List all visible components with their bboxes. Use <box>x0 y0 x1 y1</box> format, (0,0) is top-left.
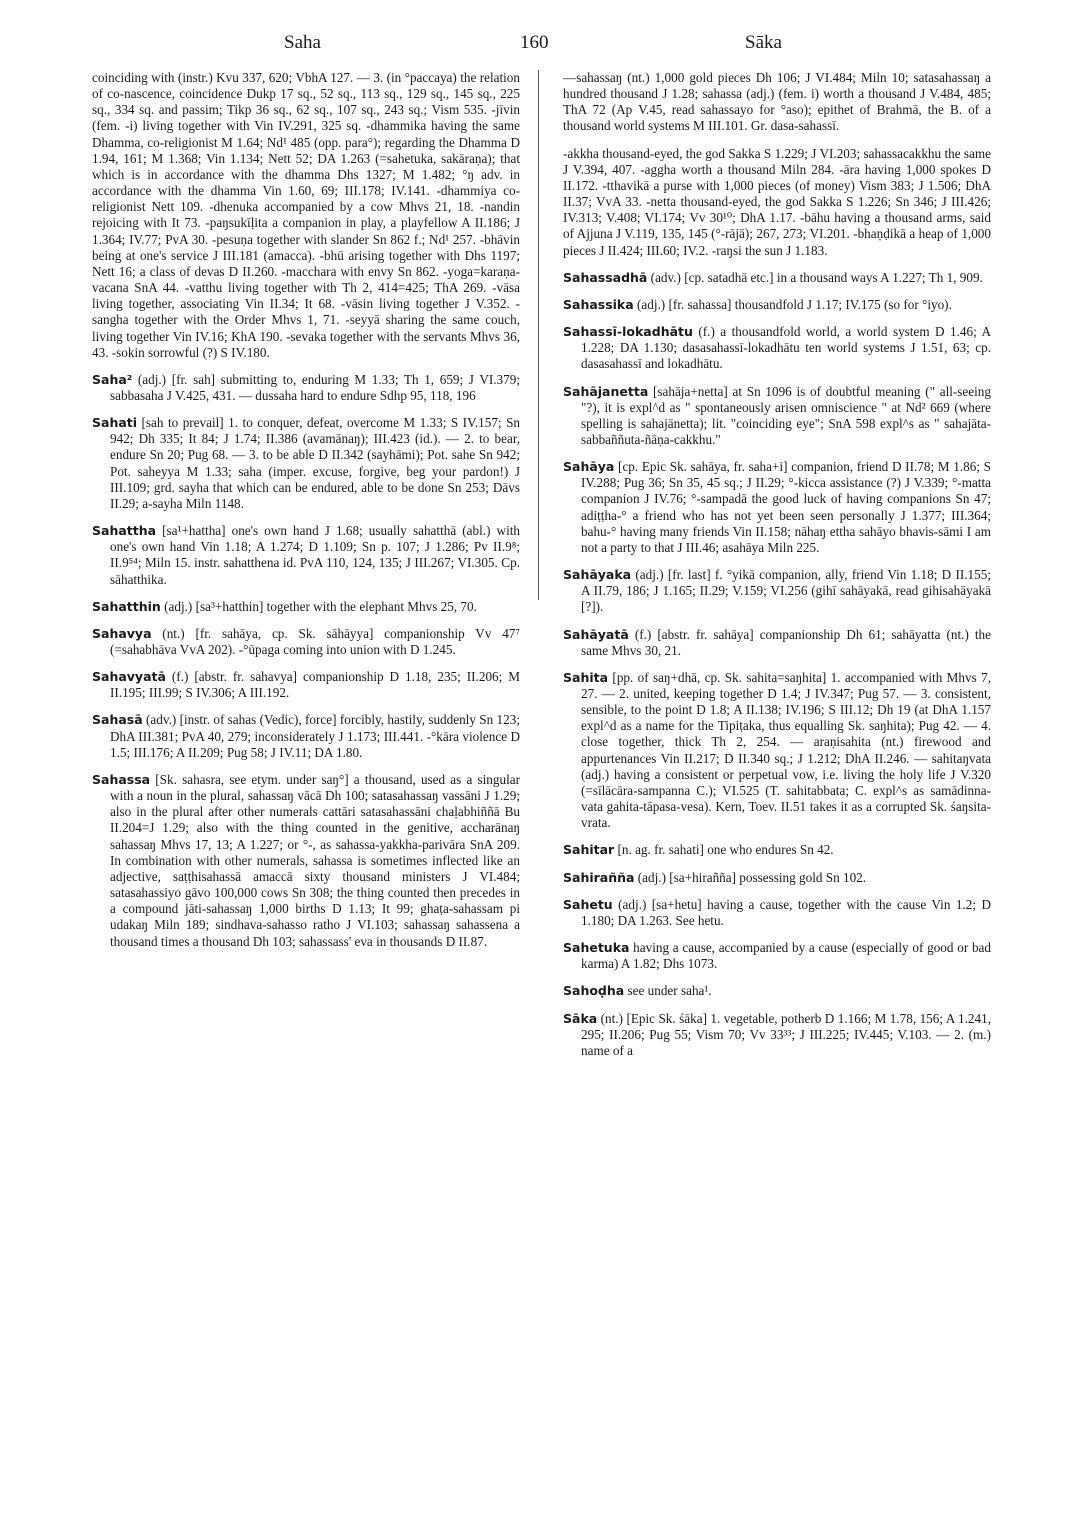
dictionary-entry: Sahāyatā (f.) [abstr. fr. sahāya] companionship Dh 61; sahāyatta (nt.) the same Mhvs 30, 21. <box>563 626 991 658</box>
headword: Sāka <box>563 1010 598 1026</box>
dictionary-entry: —sahassaŋ (nt.) 1,000 gold pieces Dh 106; J VI.484; Miln 10; satasahassaŋ a hundred thousand J 1.28; sahassa (adj.) (fem. i) worth a thousand J V.484, 485; ThA 72 (Ap V.45, read sahassayo for °aso); epithet of Brahmā, the B. of a thousand world systems M III.101. Gr. dasa-sahassī. <box>563 70 991 134</box>
headword: Sahirañña <box>563 869 635 885</box>
headword: Saha² <box>92 371 133 387</box>
page-header <box>0 26 1073 56</box>
dictionary-entry: Sahatthin (adj.) [sa³+hatthin] together with the elephant Mhvs 25, 70. <box>92 598 477 614</box>
dictionary-entry: Sahitar [n. ag. fr. sahati] one who endures Sn 42. <box>563 842 834 858</box>
headword: Sahāyatā <box>563 626 629 642</box>
dictionary-entry: Sahassadhā (adv.) [cp. satadhā etc.] in a thousand ways A 1.227; Th 1, 909. <box>563 269 983 285</box>
dictionary-entry: Sahetu (adj.) [sa+hetu] having a cause, together with the cause Vin 1.2; D 1.180; DA 1.263. See hetu. <box>563 896 991 928</box>
dictionary-entry: Sahavya (nt.) [fr. sahāya, cp. Sk. sāhāyya] companionship Vv 47⁷ (=sahabhāva VvA 202). -°ūpaga coming into union with D 1.245. <box>92 625 520 657</box>
dictionary-entry: Sahājanetta [sahāja+netta] at Sn 1096 is of doubtful meaning (" all-seeing "?), it is expl^d as " spontaneously arisen omniscience " at Nd² 669 (where spelling is sahajānetta); lit. "coinciding eye"; SnA 598 expl^s as " sahajāta-sabbaññuta-ñāṇa-cakkhu." <box>563 383 991 447</box>
headword: Sahita <box>563 669 609 685</box>
headword: Sahasā <box>92 712 143 728</box>
header-left-guideword: Saha <box>284 32 321 53</box>
right-column <box>563 70 991 1070</box>
dictionary-entry: coinciding with (instr.) Kvu 337, 620; VbhA 127. — 3. (in °paccaya) the relation of co-nascence, coincidence Dukp 17 sq., 52 sq., 113 sq., 129 sq., 145 sq., 225 sq., 334 sq. and passim; Tikp 36 sq., 62 sq., 107 sq., 243 sq.; Vism 535. -jīvin (fem. -i) living together with Vin IV.291, 325 sq. -dhammika having the same Dhamma, co-religionist M 1.64; Nd¹ 485 (opp. para°); regarding the Dhamma D 1.94, 161; M 1.368; Vin 1.134; Nett 52; DA 1.263 (=sahetuka, sakāraṇa); that which is in accordance with the dhamma Dhs 1327; M 1.482; °ŋ adv. in accordance with the dhamma Vin 1.60, 69; III.178; IV.141. -dhammiya co-religionist Nett 109. -dhenuka accompanied by a cow Mhvs 21, 18. -nandin rejoicing with It 73. -paŋsukīḷita a companion in play, a playfellow A II.186; J 1.364; IV.77; PvA 30. -pesuṇa together with slander Sn 862 f.; Nd¹ 257. -bhāvin being at one's service J III.181 (amacca). -bhū arising together with Dhs 1197; Nett 16; a class of devas D II.260. -macchara with envy Sn 862. -yoga=karaṇa-vacana SnA 44. -vatthu living together with Th 2, 414=425; ThA 269. -vāsa living together, associating Vin II.34; It 68. -vāsin living together J V.352. -sangha together with the Order Mhvs 1, 71. -seyyā sharing the same couch, living together Vin IV.16; KhA 190. -sevaka together with the servants Mhvs 36, 43. -sokin sorrowful (?) S IV.180. <box>92 70 520 360</box>
dictionary-entry: Sahāya [cp. Epic Sk. sahāya, fr. saha+i] companion, friend D II.78; M 1.86; S IV.288; Pug 36; Sn 35, 45 sq.; J II.29; °-kicca assistance (?) J V.339; °-matta companion J IV.76; °-sampadā the good luck of having companions Sn 47; adiṭṭha-° a friend who has not yet been seen personally J 1.377; III.364; bahu-° having many friends Vin II.158; nāhaŋ ettha sahāyo bhavis-sāmi I am not a party to that J III.46; asahāya Miln 225. <box>563 459 991 555</box>
headword: Sahassī-lokadhātu <box>563 324 693 340</box>
column-divider <box>538 70 539 600</box>
headword: Sahavya <box>92 625 152 641</box>
dictionary-entry: Sahassa [Sk. sahasra, see etym. under saŋ°] a thousand, used as a singular with a noun in the plural, sahassaŋ vācā Dh 100; satasahassaŋ vassāni J 1.29; also in the plural after other numerals cattāri satasahassāni chaḷabhiññā Bu II.204=J 1.29; also with the thing counted in the genitive, accharānaŋ sahassaŋ Mhvs 17, 13; A 1.227; or °-, as sahassa-yakkha-parivāra SnA 209. In combination with other numerals, sahassa is sometimes inflected like an adjective, saṭṭhisahassā amaccā sixty thousand ministers J VI.484; satasahassiyo gāvo 100,000 cows Sn 308; the thing counted then precedes in a compound jāti-sahassaŋ 1,000 births D 1.13; It 99; ghaṭa-sahassam pi udakaŋ Miln 189; sindhava-sahasso ratho J VI.103; sahassaŋ sahassena a thousand times a thousand Dh 103; sahassass' eva in thousands D II.87. <box>92 771 520 949</box>
headword: Sahati <box>92 415 138 431</box>
dictionary-entry: Sahassī-lokadhātu (f.) a thousandfold world, a world system D 1.46; A 1.228; DA 1.130; dasasahassī-lokadhātu ten world systems J 1.51, 63; cp. dasasahassī and lokadhātu. <box>563 324 991 372</box>
dictionary-entry: Sahassika (adj.) [fr. sahassa] thousandfold J 1.17; IV.175 (so for °iyo). <box>563 296 952 312</box>
headword: Sahassadhā <box>563 269 648 285</box>
dictionary-entry: Sahoḍha see under saha¹. <box>563 983 712 999</box>
dictionary-entry: Sahetuka having a cause, accompanied by a cause (especially of good or bad karma) A 1.82; Dhs 1073. <box>563 940 991 972</box>
dictionary-entry: Saha² (adj.) [fr. sah] submitting to, enduring M 1.33; Th 1, 659; J VI.379; sabbasaha J V.425, 431. — dussaha hard to endure Sdhp 95, 118, 196 <box>92 371 520 403</box>
headword: Sahattha <box>92 523 157 539</box>
page-number: 160 <box>520 32 549 53</box>
dictionary-entry: -akkha thousand-eyed, the god Sakka S 1.229; J VI.203; sahassacakkhu the same J V.394, 407. -aggha worth a thousand Miln 284. -āra having 1,000 spokes D II.172. -tthavikā a purse with 1,000 pieces (of money) Vism 383; J 1.506; DhA II.37; VvA 33. -netta thousand-eyed, the god Sakka S 1.226; Sn 346; J III.426; IV.313; V.408; VI.174; Vv 30¹⁰; DhA 1.17. -bāhu having a thousand arms, said of Ajjuna J V.119, 135, 145 (°-rājā); 267, 273; VI.201. -bhaṇḍikā a heap of 1,000 pieces J II.424; III.60; IV.2. -raŋsi the sun J 1.183. <box>563 145 991 258</box>
headword: Sahājanetta <box>563 383 649 399</box>
headword: Sahitar <box>563 842 615 858</box>
header-right-guideword: Sāka <box>745 32 782 53</box>
headword: Sahatthin <box>92 598 161 614</box>
headword: Sahassa <box>92 771 151 787</box>
headword: Sahetuka <box>563 940 630 956</box>
headword: Sahetu <box>563 896 613 912</box>
dictionary-entry: Sahirañña (adj.) [sa+hirañña] possessing gold Sn 102. <box>563 869 867 885</box>
headword: Sahoḍha <box>563 983 625 999</box>
headword: Sahāyaka <box>563 567 632 583</box>
dictionary-entry: Sahati [sah to prevail] 1. to conquer, defeat, overcome M 1.33; S IV.157; Sn 942; Dh 335; It 84; J 1.74; II.386 (avamānaŋ); III.423 (id.). — 2. to bear, endure Sn 20; Pug 68. — 3. to be able D II.342 (sayhāmi); Pot. sahe Sn 942; Pot. saheyya M 1.33; saha (imper. excuse, forgive, beg your pardon!) J III.109; grd. sayha that which can be endured, able to be done Sn 253; Dāvs II.29; a-sayha Miln 1148. <box>92 415 520 511</box>
headword: Sahāya <box>563 459 615 475</box>
headword: Sahassika <box>563 296 634 312</box>
dictionary-entry: Sahavyatā (f.) [abstr. fr. sahavya] companionship D 1.18, 235; II.206; M II.195; III.99; S IV.306; A III.192. <box>92 669 520 701</box>
dictionary-entry: Sahattha [sa¹+hattha] one's own hand J 1.68; usually sahatthā (abl.) with one's own hand Vin 1.18; A 1.274; D 1.109; Sn p. 107; J 1.286; Pv II.9⁸; II.9⁵⁴; Miln 15. instr. sahatthena id. PvA 110, 124, 135; J III.267; VI.305. Cp. sāhatthika. <box>92 523 520 587</box>
headword: Sahavyatā <box>92 669 166 685</box>
dictionary-entry: Sāka (nt.) [Epic Sk. śāka] 1. vegetable, potherb D 1.166; M 1.78, 156; A 1.241, 295; II.206; Pug 55; Vism 70; Vv 33³³; J III.225; IV.445; V.103. — 2. (m.) name of a <box>563 1010 991 1058</box>
left-column <box>92 70 520 961</box>
dictionary-entry: Sahasā (adv.) [instr. of sahas (Vedic), force] forcibly, hastily, suddenly Sn 123; DhA III.381; PvA 40, 279; inconsiderately J 1.173; III.441. -°kāra violence D 1.5; III.176; A II.209; Pug 58; J IV.11; DA 1.80. <box>92 712 520 760</box>
dictionary-entry: Sahāyaka (adj.) [fr. last] f. °yikā companion, ally, friend Vin 1.18; D II.155; A II.79, 186; J 1.165; II.29; V.159; VI.256 (gihī sahāyakā, read gihisahāyakā [?]). <box>563 567 991 615</box>
dictionary-entry: Sahita [pp. of saŋ+dhā, cp. Sk. sahita=saŋhita] 1. accompanied with Mhvs 7, 27. — 2. united, keeping together D 1.4; J IV.347; Pug 57. — 3. consistent, sensible, to the point D 1.8; A II.138; IV.196; S III.12; Dh 19 (at DhA 1.157 expl^d as a name for the Tipiṭaka, thus equalling Sk. saŋhita); Pug 42. — 4. close together, thick Th 2, 254. — araṇisahita (nt.) firewood and appurtenances Vin II.217; D II.340 sq.; J 1.212; DhA II.246. — sahitaŋvata (adj.) having a consistent or perpetual vow, i.e. living the holy life J V.320 (=sīlācāra-sampanna C.); VI.525 (T. sahitabbata; C. expl^s as samādinna-vata gahita-tāpasa-vesa). Kern, Toev. II.51 takes it as a corrupted Sk. śaŋsita-vrata. <box>563 669 991 831</box>
